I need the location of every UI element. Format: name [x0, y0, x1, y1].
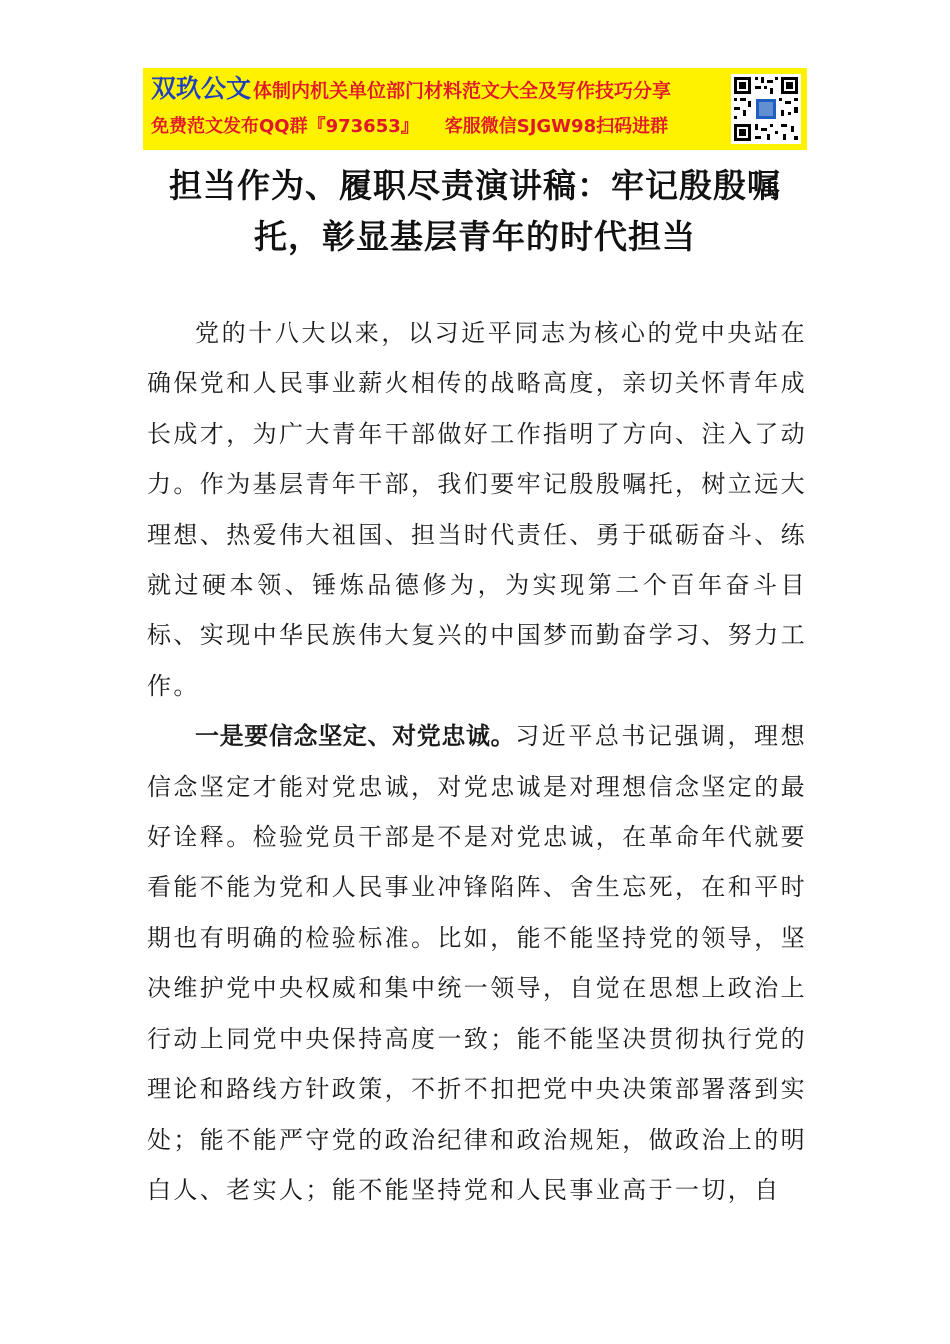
banner-line2 — [151, 113, 668, 141]
title-line-1: 担当作为、履职尽责演讲稿：牢记殷殷嘱 — [169, 166, 781, 205]
paragraph-point-one — [147, 711, 807, 1215]
banner-line1 — [151, 74, 671, 107]
promo-banner — [143, 68, 807, 150]
banner-brand: 双玖公文 — [151, 74, 252, 103]
banner-wechat: 客服微信SJGW98扫码进群 — [444, 116, 669, 137]
banner-qq-group: 免费范文发布QQ群『973653』 — [151, 116, 419, 137]
paragraph-intro: 党的十八大以来，以习近平同志为核心的党中央站在确保党和人民事业薪火相传的战略高度，亲切关怀青年成长成才，为广大青年干部做好工作指明了方向、注入了动力。作为基层青年干部，我们要牢记殷殷嘱托，树立远大理想、热爱伟大祖国、担当时代责任、勇于砥砺奋斗、练就过硬本领、锤炼品德修为，为实现第二个百年奋斗目标、实现中华民族伟大复兴的中国梦而勤奋学习、努力工作。 — [147, 319, 807, 700]
page-title — [120, 160, 830, 262]
document-body — [147, 308, 807, 1215]
banner-slogan: 体制内机关单位部门材料范文大全及写作技巧分享 — [253, 80, 672, 102]
paragraph-point-one-text: 习近平总书记强调，理想信念坚定才能对党忠诚，对党忠诚是对理想信念坚定的最好诠释。检验党员干部是不是对党忠诚，在革命年代就要看能不能为党和人民事业冲锋陷阵、舍生忘死，在和平时期也有明确的检验标准。比如，能不能坚持党的领导，坚决维护党中央权威和集中统一领导，自觉在思想上政治上行动上同党中央保持高度一致；能不能坚决贯彻执行党的理论和路线方针政策，不折不扣把党中央决策部署落到实处；能不能严守党的政治纪律和政治规矩，做政治上的明白人、老实人；能不能坚持党和人民事业高于一切，自 — [147, 722, 807, 1204]
qr-code-icon[interactable] — [731, 74, 801, 144]
title-line-2: 托，彰显基层青年的时代担当 — [254, 217, 696, 256]
paragraph-point-one-heading: 一是要信念坚定、对党忠诚。 — [195, 722, 516, 751]
